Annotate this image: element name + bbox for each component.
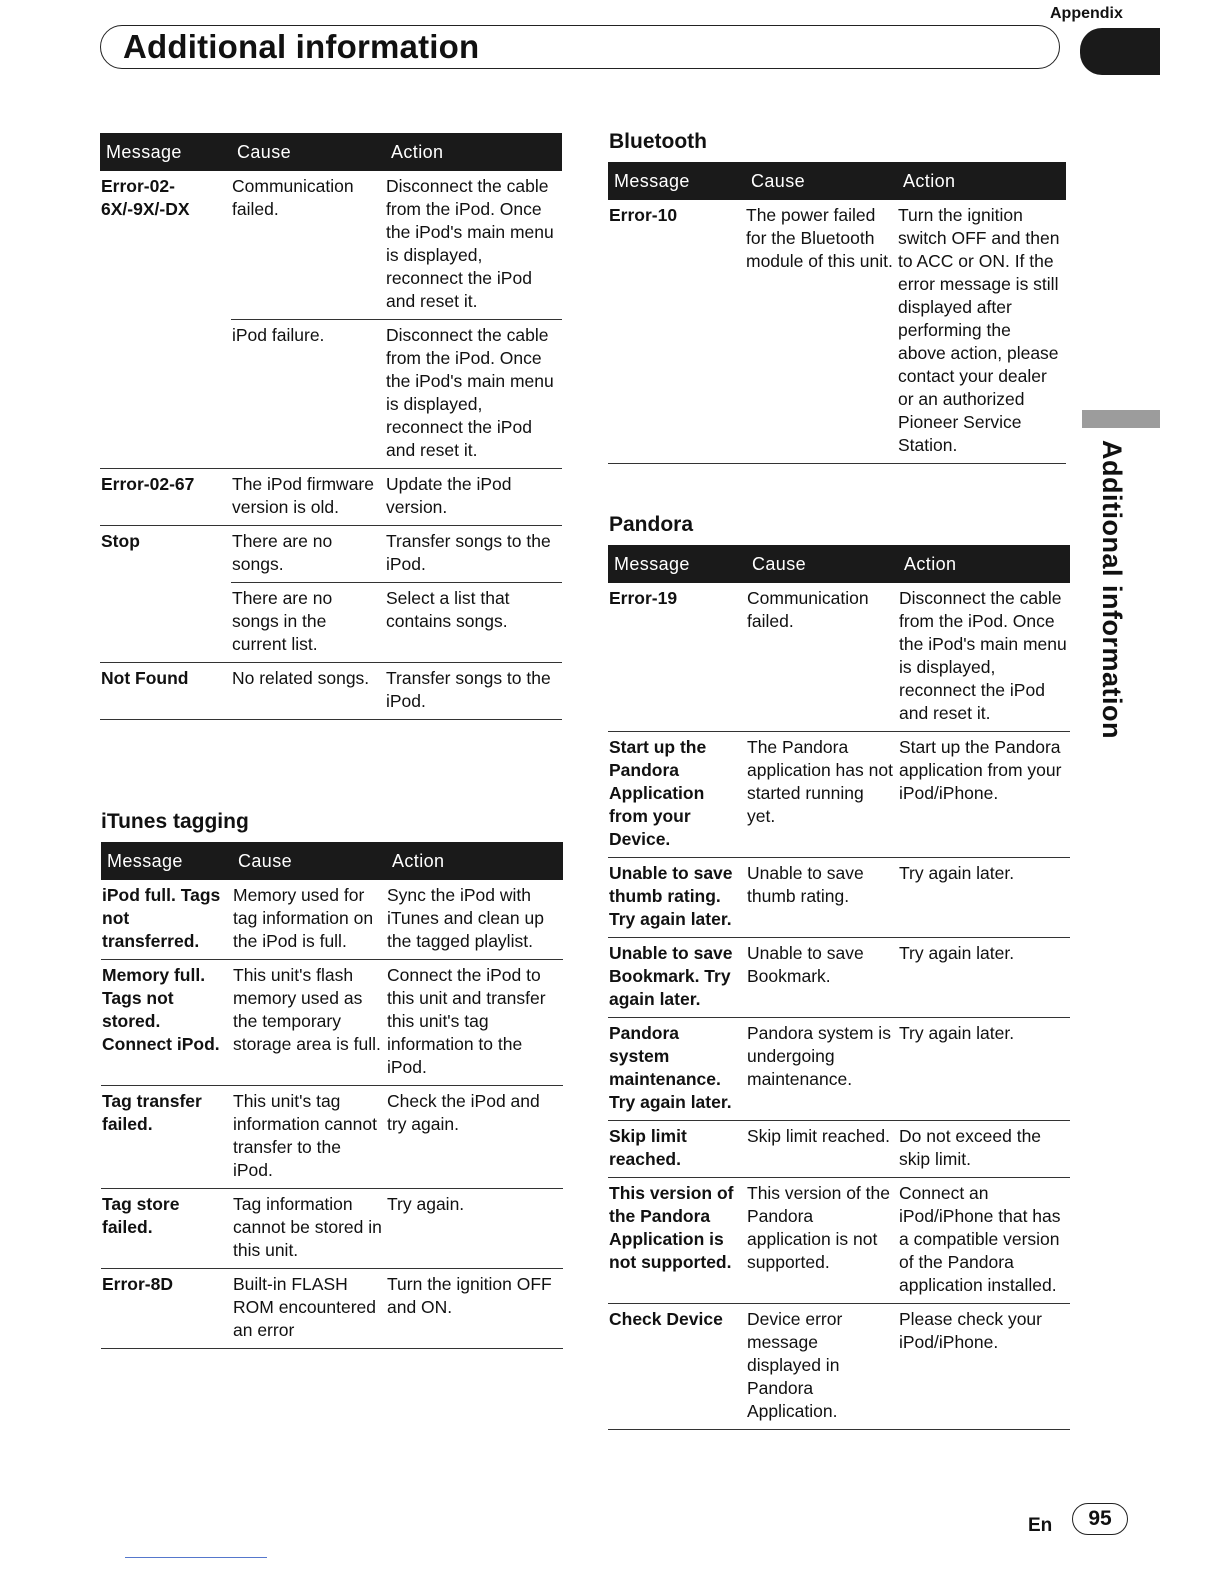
side-section-label: Additional information	[1097, 440, 1127, 739]
language-code: En	[1028, 1515, 1053, 1536]
row-action: Transfer songs to the iPod.	[385, 663, 562, 720]
section-tab	[1080, 28, 1160, 75]
row-message: Not Found	[100, 663, 231, 720]
row-action: Try again.	[386, 1189, 563, 1269]
row-message	[100, 320, 231, 469]
table-row	[100, 526, 562, 583]
appendix-label: Appendix	[1050, 5, 1123, 22]
table-row	[101, 880, 563, 960]
row-message: Error-10	[608, 200, 745, 464]
row-action: Transfer songs to the iPod.	[385, 526, 562, 583]
row-message: Memory full. Tags not stored. Connect iPod.	[101, 960, 232, 1086]
table-row	[100, 171, 562, 320]
row-cause: The iPod firmware version is old.	[231, 469, 385, 526]
row-message: Start up the Pandora Application from your Device.	[608, 732, 746, 858]
table-header-row	[608, 162, 1066, 200]
row-message: Skip limit reached.	[608, 1121, 746, 1178]
page-title: Additional information	[123, 28, 480, 65]
row-action: Please check your iPod/iPhone.	[898, 1304, 1070, 1430]
row-action: Disconnect the cable from the iPod. Once the iPod's main menu is displayed, reconnect the iPod and reset it.	[385, 320, 562, 469]
table-row	[608, 858, 1070, 938]
header-cause: Cause	[231, 133, 385, 171]
table-header-row	[100, 133, 562, 171]
row-message: Error-8D	[101, 1269, 232, 1349]
page-title-frame	[100, 25, 1060, 69]
header-message: Message	[608, 162, 745, 200]
row-message: Stop	[101, 531, 140, 551]
itunes-heading: iTunes tagging	[101, 810, 249, 833]
table-row	[101, 1269, 563, 1349]
row-message: Error-02-67	[100, 469, 231, 526]
row-cause: This unit's tag information cannot transfer to the iPod.	[232, 1086, 386, 1189]
table-row	[608, 1018, 1070, 1121]
page-number: 95	[1072, 1503, 1128, 1535]
row-action: Do not exceed the skip limit.	[898, 1121, 1070, 1178]
header-action: Action	[897, 162, 1066, 200]
row-cause: Built-in FLASH ROM encountered an error	[232, 1269, 386, 1349]
row-cause: No related songs.	[231, 663, 385, 720]
table-row	[608, 1178, 1070, 1304]
row-action: Try again later.	[898, 858, 1070, 938]
row-message: Error-19	[608, 583, 746, 732]
bluetooth-heading: Bluetooth	[609, 130, 707, 153]
header-action: Action	[898, 545, 1070, 583]
table-row	[100, 469, 562, 526]
header-cause: Cause	[745, 162, 897, 200]
row-cause: The Pandora application has not started running yet.	[746, 732, 898, 858]
row-cause: Unable to save thumb rating.	[746, 858, 898, 938]
row-cause: Memory used for tag information on the iPod is full.	[232, 880, 386, 960]
pandora-heading: Pandora	[609, 513, 694, 536]
row-action: Turn the ignition switch OFF and then to ACC or ON. If the error message is still displayed after performing the above action, please contact your dealer or an authorized Pioneer Service Station.	[897, 200, 1066, 464]
row-message	[100, 583, 231, 663]
row-cause: This version of the Pandora application is not supported.	[746, 1178, 898, 1304]
row-cause: This unit's flash memory used as the temporary storage area is full.	[232, 960, 386, 1086]
row-action: Try again later.	[898, 1018, 1070, 1121]
row-cause: Pandora system is undergoing maintenance.	[746, 1018, 898, 1121]
header-message: Message	[101, 842, 232, 880]
table-row	[608, 938, 1070, 1018]
table-row	[101, 1189, 563, 1269]
table-header-row	[101, 842, 563, 880]
row-action: Try again later.	[898, 938, 1070, 1018]
table-header-row	[608, 545, 1070, 583]
row-message: Error-02-6X/-9X/-DX	[101, 176, 190, 219]
row-message: This version of the Pandora Application is not supported.	[608, 1178, 746, 1304]
row-message: Unable to save Bookmark. Try again later.	[608, 938, 746, 1018]
row-message: Check Device	[608, 1304, 746, 1430]
header-cause: Cause	[746, 545, 898, 583]
row-cause: Unable to save Bookmark.	[746, 938, 898, 1018]
row-cause: Tag information cannot be stored in this unit.	[232, 1189, 386, 1269]
row-cause: There are no songs in the current list.	[231, 583, 385, 663]
row-message: Unable to save thumb rating. Try again later.	[608, 858, 746, 938]
row-action: Turn the ignition OFF and ON.	[386, 1269, 563, 1349]
table-row	[100, 320, 562, 469]
row-action: Start up the Pandora application from your iPod/iPhone.	[898, 732, 1070, 858]
row-cause: iPod failure.	[231, 320, 385, 469]
pandora-table	[608, 545, 1070, 1430]
row-action: Sync the iPod with iTunes and clean up the tagged playlist.	[386, 880, 563, 960]
table-row	[608, 583, 1070, 732]
table-row	[608, 732, 1070, 858]
side-tab-marker	[1082, 410, 1160, 428]
ipod-error-table	[100, 133, 562, 720]
row-action: Connect an iPod/iPhone that has a compatible version of the Pandora application installed.	[898, 1178, 1070, 1304]
table-row	[608, 1121, 1070, 1178]
table-row	[608, 1304, 1070, 1430]
row-cause: Communication failed.	[746, 583, 898, 732]
footer-rule	[125, 1557, 267, 1558]
row-cause: The power failed for the Bluetooth module of this unit.	[745, 200, 897, 464]
row-action: Connect the iPod to this unit and transfer this unit's tag information to the iPod.	[386, 960, 563, 1086]
row-message: Tag transfer failed.	[101, 1086, 232, 1189]
row-message: iPod full. Tags not transferred.	[101, 880, 232, 960]
row-action: Check the iPod and try again.	[386, 1086, 563, 1189]
itunes-tagging-table	[101, 842, 563, 1349]
header-action: Action	[386, 842, 563, 880]
header-message: Message	[100, 133, 231, 171]
row-cause: Skip limit reached.	[746, 1121, 898, 1178]
table-row	[101, 960, 563, 1086]
row-cause: There are no songs.	[231, 526, 385, 583]
table-row	[101, 1086, 563, 1189]
row-action: Update the iPod version.	[385, 469, 562, 526]
row-cause: Communication failed.	[231, 171, 385, 320]
row-message: Pandora system maintenance. Try again later.	[608, 1018, 746, 1121]
row-cause: Device error message displayed in Pandora Application.	[746, 1304, 898, 1430]
table-row	[100, 583, 562, 663]
row-message: Tag store failed.	[101, 1189, 232, 1269]
table-row	[608, 200, 1066, 464]
table-row	[100, 663, 562, 720]
header-cause: Cause	[232, 842, 386, 880]
row-action: Disconnect the cable from the iPod. Once the iPod's main menu is displayed, reconnect the iPod and reset it.	[898, 583, 1070, 732]
row-action: Disconnect the cable from the iPod. Once the iPod's main menu is displayed, reconnect the iPod and reset it.	[385, 171, 562, 320]
header-message: Message	[608, 545, 746, 583]
row-action: Select a list that contains songs.	[385, 583, 562, 663]
bluetooth-table	[608, 162, 1066, 464]
header-action: Action	[385, 133, 562, 171]
